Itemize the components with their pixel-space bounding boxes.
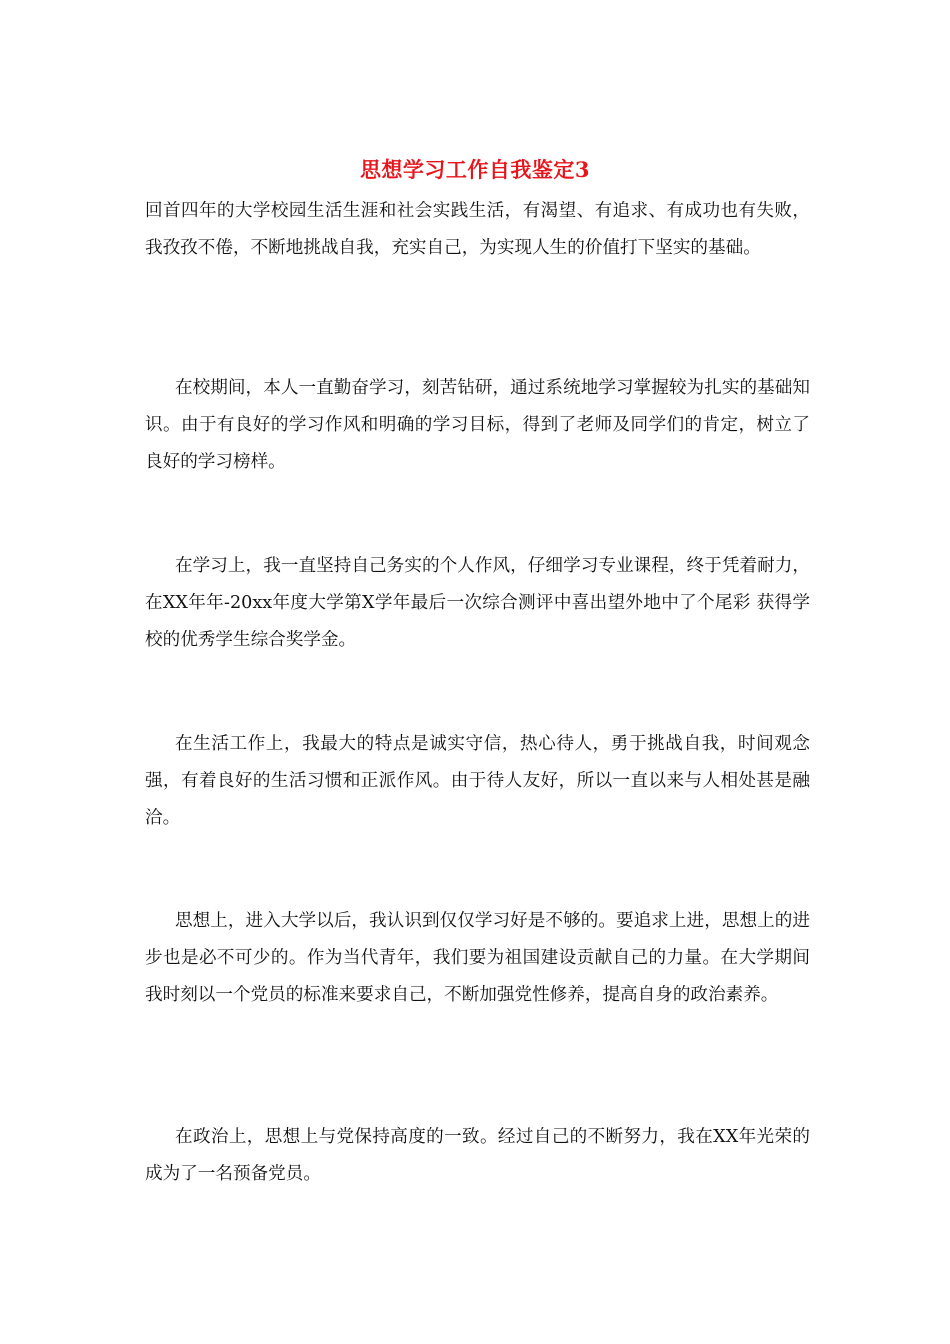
paragraph-academics: 在学习上，我一直坚持自己务实的个人作风，仔细学习专业课程，终于凭着耐力，在XX年年-20xx年度大学第X学年最后一次综合测评中喜出望外地中了个尾彩 获得学校的优秀学生综合奖学金。 <box>145 556 810 650</box>
paragraph-intro: 回首四年的大学校园生活生涯和社会实践生活，有渴望、有追求、有成功也有失败，我孜孜不倦，不断地挑战自我，充实自己，为实现人生的价值打下坚实的基础。 <box>145 201 810 258</box>
paragraph-life-work: 在生活工作上，我最大的特点是诚实守信，热心待人，勇于挑战自我，时间观念强，有着良好的生活习惯和正派作风。由于待人友好，所以一直以来与人相处甚是融洽。 <box>145 734 810 828</box>
paragraph-thought: 思想上，进入大学以后，我认识到仅仅学习好是不够的。要追求上进，思想上的进步也是必不可少的。作为当代青年，我们要为祖国建设贡献自己的力量。在大学期间我时刻以一个党员的标准来要求自己，不断加强党性修养，提高自身的政治素养。 <box>145 911 810 1005</box>
paragraph-politics: 在政治上，思想上与党保持高度的一致。经过自己的不断努力，我在XX年光荣的成为了一名预备党员。 <box>145 1127 810 1184</box>
paragraph-study-period: 在校期间，本人一直勤奋学习，刻苦钻研，通过系统地学习掌握较为扎实的基础知识。由于有良好的学习作风和明确的学习目标，得到了老师及同学们的肯定，树立了良好的学习榜样。 <box>145 378 810 472</box>
document-title: 思想学习工作自我鉴定3 <box>359 157 591 182</box>
